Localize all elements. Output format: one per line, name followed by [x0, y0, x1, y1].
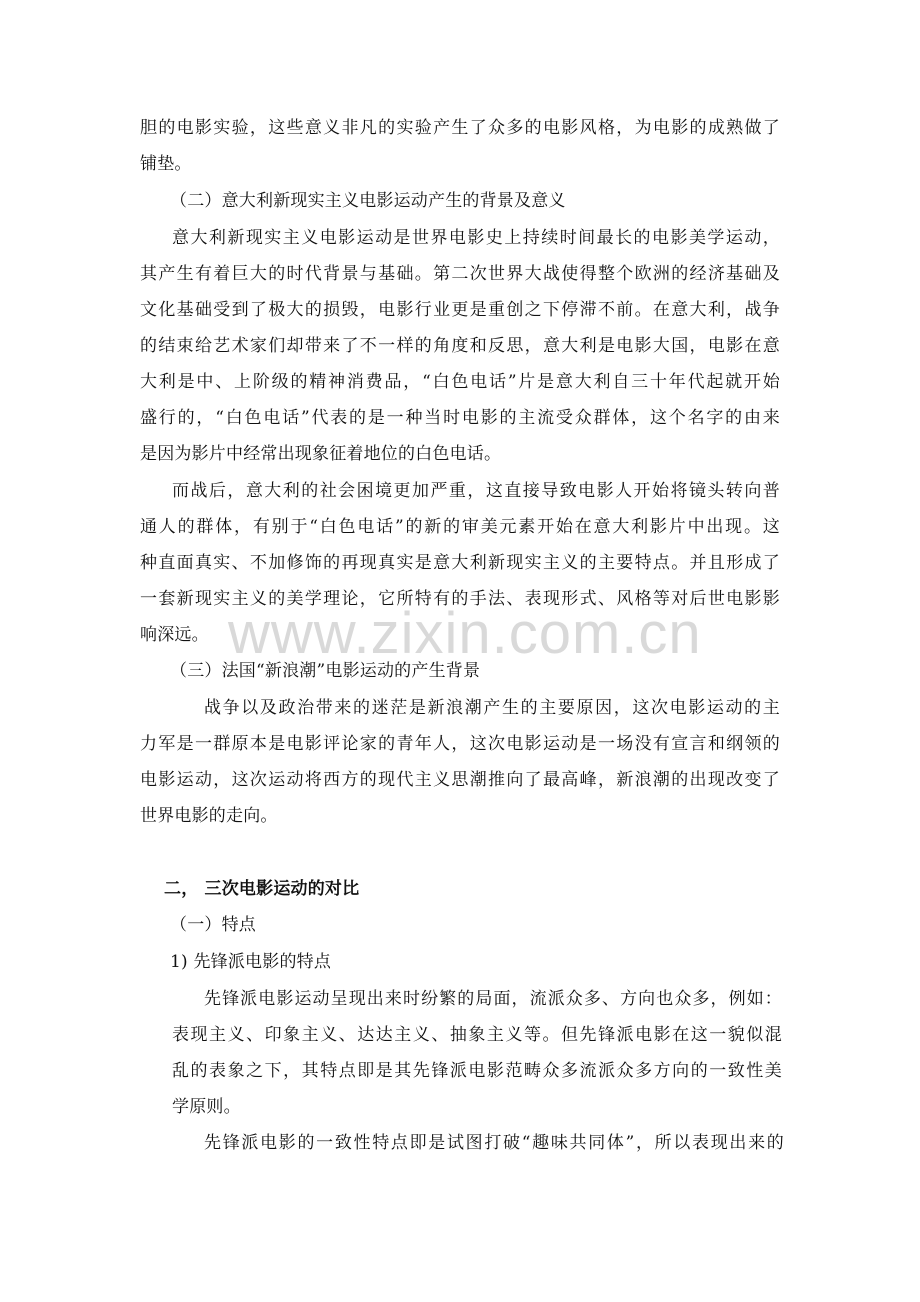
paragraph-line: 响深远。	[140, 625, 209, 645]
paragraph-line: 一套新现实主义的美学理论，它所特有的手法、表现形式、风格等对后世电影影	[140, 589, 780, 609]
paragraph-line: 电影运动，这次运动将西方的现代主义思潮推向了最高峰，新浪潮的出现改变了	[140, 770, 780, 790]
section-heading: （三）法国“新浪潮”电影运动的产生背景	[170, 661, 481, 681]
watermark: www.zixin.com.cn	[228, 601, 702, 666]
list-item: 1) 先锋派电影的特点	[170, 952, 332, 972]
paragraph-line: 乱的表象之下，其特点即是其先锋派电影范畴众多流派众多方向的一致性美	[172, 1061, 782, 1081]
paragraph-line: 战争以及政治带来的迷茫是新浪潮产生的主要原因，这次电影运动的主	[204, 698, 780, 718]
paragraph-line: 胆的电影实验，这些意义非凡的实验产生了众多的电影风格，为电影的成熟做了	[140, 118, 780, 138]
paragraph-line: 盛行的，“白色电话”代表的是一种当时电影的主流受众群体，这个名字的由来	[140, 408, 780, 428]
subheading: （一）特点	[170, 915, 256, 935]
paragraph-line: 力军是一群原本是电影评论家的青年人，这次电影运动是一场没有宣言和纲领的	[140, 734, 780, 754]
paragraph-line: 其产生有着巨大的时代背景与基础。第二次世界大战使得整个欧洲的经济基础及	[140, 264, 780, 284]
paragraph-line: 学原则。	[172, 1097, 241, 1117]
paragraph-line: 先锋派电影的一致性特点即是试图打破“趣味共同体”，所以表现出来的	[204, 1133, 784, 1153]
paragraph-line: 而战后，意大利的社会困境更加严重，这直接导致电影人开始将镜头转向普	[172, 481, 780, 501]
paragraph-line: 的结束给艺术家们却带来了不一样的角度和反思，意大利是电影大国，电影在意	[140, 336, 780, 356]
paragraph-line: 意大利新现实主义电影运动是世界电影史上持续时间最长的电影美学运动，	[172, 228, 780, 248]
paragraph-line: 世界电影的走向。	[140, 806, 278, 826]
paragraph-line: 种直面真实、不加修饰的再现真实是意大利新现实主义的主要特点。并且形成了	[140, 553, 780, 573]
paragraph-line: 是因为影片中经常出现象征着地位的白色电话。	[140, 444, 502, 464]
paragraph-line: 表现主义、印象主义、达达主义、抽象主义等。但先锋派电影在这一貌似混	[172, 1025, 782, 1045]
section-title: 二， 三次电影运动的对比	[164, 879, 360, 899]
paragraph-line: 铺垫。	[140, 154, 192, 174]
paragraph-line: 文化基础受到了极大的损毁，电影行业更是重创之下停滞不前。在意大利，战争	[140, 300, 780, 320]
section-heading: （二）意大利新现实主义电影运动产生的背景及意义	[170, 191, 566, 211]
paragraph-line: 先锋派电影运动呈现出来时纷繁的局面，流派众多、方向也众多，例如：	[204, 989, 782, 1009]
paragraph-line: 大利是中、上阶级的精神消费品，“白色电话”片是意大利自三十年代起就开始	[140, 372, 780, 392]
paragraph-line: 通人的群体，有别于“白色电话”的新的审美元素开始在意大利影片中出现。这	[140, 517, 780, 537]
